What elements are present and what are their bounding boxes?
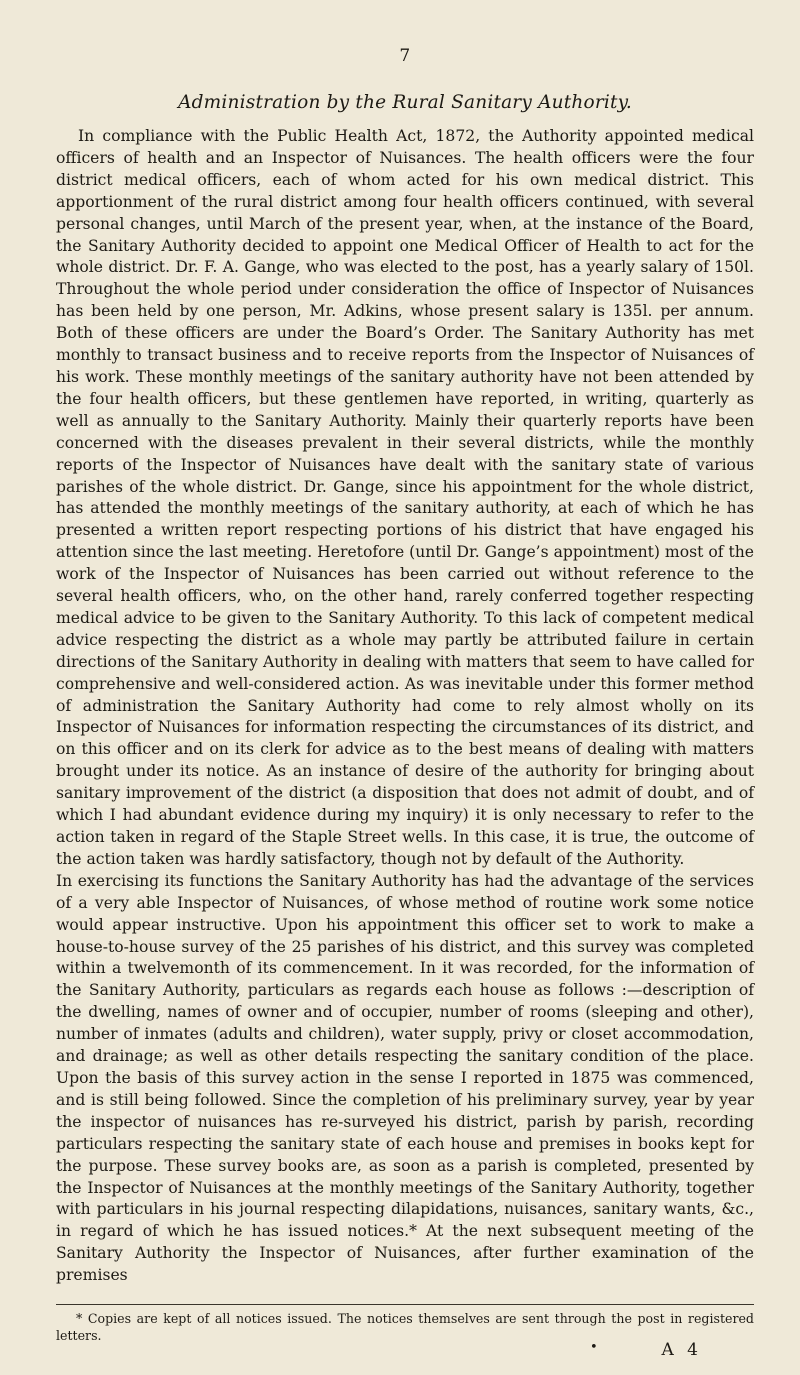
footnote-rule [56, 1304, 754, 1305]
document-page [56, 0, 754, 1375]
body-text [56, 126, 754, 1287]
section-heading: Administration by the Rural Sanitary Authority. [178, 92, 632, 113]
paragraph-1: In compliance with the Public Health Act, 1872, the Authority appointed medical officers of health and an Inspector of Nuisances. The health officers were the four district medical officers, each of whom acted for his own medical district. This apportionment of the rural district among four health officers continued, with several personal changes, until March of the present year, when, at the instance of the Board, the Sanitary Authority decided to appoint one Medical Officer of Health to act for the whole district. Dr. F. A. Gange, who was elected to the post, has a yearly salary of 150l. Throughout the whole period under consideration the office of Inspector of Nuisances has been held by one person, Mr. Adkins, whose present salary is 135l. per annum. Both of these officers are under the Board’s Order. The Sanitary Authority has met monthly to transact business and to receive reports from the Inspector of Nuisances of his work. These monthly meetings of the sanitary authority have not been attended by the four health officers, but these gentlemen have reported, in writing, quarterly as well as annually to the Sanitary Authority. Mainly their quarterly reports have been concerned with the diseases prevalent in their several districts, while the monthly reports of the Inspector of Nuisances have dealt with the sanitary state of various parishes of the whole district. Dr. Gange, since his appointment for the whole district, has attended the monthly meetings of the sanitary authority, at each of which he has presented a written report respecting portions of his district that have engaged his attention since the last meeting. Heretofore (until Dr. Gange’s appointment) most of the work of the Inspector of Nuisances has been carried out without reference to the several health officers, who, on the other hand, rarely conferred together respecting medical advice to be given to the Sanitary Authority. To this lack of competent medical advice respecting the district as a whole may partly be attributed failure in certain directions of the Sanitary Authority in dealing with matters that seem to have called for comprehensive and well-considered action. As was inevitable under this former method of administration the Sanitary Authority had come to rely almost wholly on its Inspector of Nuisances for information respecting the circumstances of its district, and on this officer and on its clerk for advice as to the best means of dealing with matters brought under its notice. As an instance of desire of the authority for bringing about sanitary improvement of the district (a disposition that does not admit of doubt, and of which I had abundant evidence during my inquiry) it is only necessary to refer to the action taken in regard of the Staple Street wells. In this case, it is true, the outcome of the action taken was hardly satisfactory, though not by default of the Authority. [56, 127, 754, 868]
signature-mark: A 4 [661, 1340, 702, 1360]
page-number: 7 [399, 46, 411, 66]
footnote: * Copies are kept of all notices issued. The notices themselves are sent through the post in registered letters. [56, 1311, 754, 1343]
paragraph-2: In exercising its functions the Sanitary Authority has had the advantage of the services of a very able Inspector of Nuisances, of whose method of routine work some notice would appear instructive. Upon his appointment this officer set to work to make a house-to-house survey of the 25 parishes of his district, and this survey was completed within a twelvemonth of its commencement. In it was recorded, for the information of the Sanitary Authority, particulars as regards each house as follows :—description of the dwelling, names of owner and of occupier, number of rooms (sleeping and other), number of inmates (adults and children), water supply, privy or closet accommodation, and drainage; as well as other details respecting the sanitary condition of the place. Upon the basis of this survey action in the sense I reported in 1875 was commenced, and is still being followed. Since the completion of his preliminary survey, year by year the inspector of nuisances has re-surveyed his district, parish by parish, recording particulars respecting the sanitary state of each house and premises in books kept for the purpose. These survey books are, as soon as a parish is completed, presented by the Inspector of Nuisances at the monthly meetings of the Sanitary Authority, together with particulars in his journal respecting dilapidations, nuisances, sanitary wants, &c., in regard of which he has issued notices.* At the next subsequent meeting of the Sanitary Authority the Inspector of Nuisances, after further examination of the premises [56, 871, 754, 1285]
bullet-mark: • [590, 1340, 598, 1355]
